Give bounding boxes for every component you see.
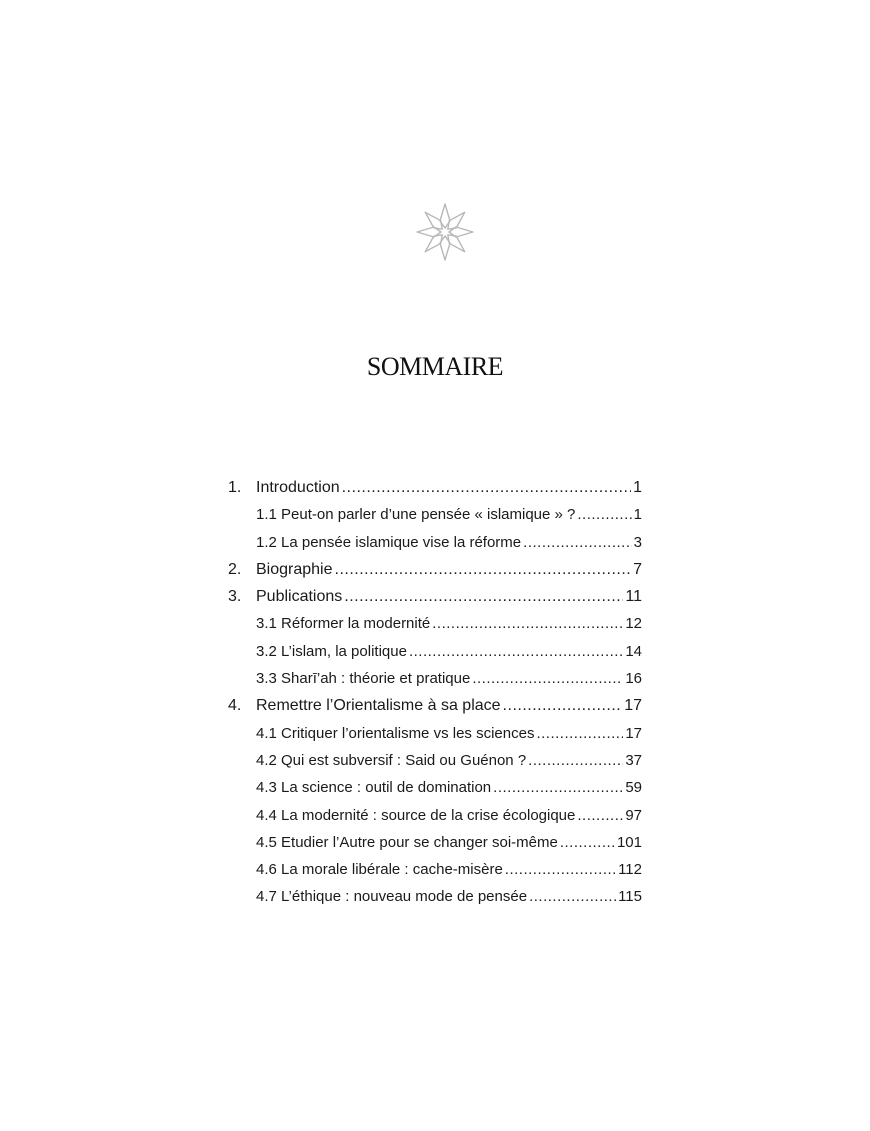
toc-leader-dots: [529, 883, 616, 910]
toc-page-number: 97: [625, 806, 642, 824]
toc-label: 4.2 Qui est subversif : Said ou Guénon ?: [256, 751, 527, 769]
toc-page-number: 37: [625, 751, 642, 769]
toc-page-number: 1: [633, 479, 642, 496]
toc-section: [228, 747, 642, 774]
toc-leader-dots: [344, 583, 623, 610]
toc-page-number: 16: [625, 670, 642, 688]
toc-section: [228, 720, 642, 747]
toc-section: [228, 610, 642, 637]
toc-leader-dots: [505, 856, 616, 883]
toc-page-number: 14: [625, 642, 642, 660]
toc-leader-dots: [528, 747, 623, 774]
toc-label: 3.1 Réformer la modernité: [256, 615, 431, 633]
toc-section: [228, 802, 642, 829]
toc-section: [228, 856, 642, 883]
toc-label: Publications: [256, 588, 343, 606]
toc-label: 3.2 L’islam, la politique: [256, 642, 407, 660]
toc-number: 3.: [228, 588, 242, 606]
toc-page-number: 17: [624, 697, 642, 715]
toc-number: 2.: [228, 560, 242, 578]
toc-label: 4.5 Etudier l’Autre pour se changer soi-même: [256, 833, 558, 851]
toc-page-number: 115: [618, 888, 642, 906]
toc-chapter: [228, 692, 642, 719]
toc-page-number: 101: [616, 833, 642, 851]
toc-section: [228, 883, 642, 910]
toc-number: 4.: [228, 697, 242, 715]
toc-number: 1.: [228, 479, 242, 496]
toc-leader-dots: [536, 720, 623, 747]
flower-ornament-icon: [414, 201, 476, 263]
toc-leader-dots: [409, 638, 623, 665]
toc-page-number: 3: [633, 533, 642, 551]
toc-page-number: 12: [625, 615, 642, 633]
toc-section: [228, 529, 642, 556]
toc-leader-dots: [342, 474, 631, 501]
toc-section: [228, 665, 642, 692]
toc-label: 1.1 Peut-on parler d’une pensée « islamique » ?: [256, 506, 576, 524]
toc-label: 4.7 L’éthique : nouveau mode de pensée: [256, 888, 528, 906]
toc-leader-dots: [472, 665, 623, 692]
toc-page-number: 7: [633, 560, 642, 578]
toc-section: [228, 829, 642, 856]
toc-label: Introduction: [256, 479, 340, 496]
toc-label: 4.6 La morale libérale : cache-misère: [256, 861, 503, 879]
toc-leader-dots: [577, 501, 631, 528]
toc-label: 4.3 La science : outil de domination: [256, 779, 492, 797]
toc-page-number: 112: [618, 861, 642, 879]
toc-section: [228, 638, 642, 665]
toc-chapter: [228, 556, 642, 583]
toc-page-number: 1: [633, 506, 642, 524]
toc-label: 3.3 Sharī’ah : théorie et pratique: [256, 670, 471, 688]
toc-leader-dots: [503, 692, 623, 719]
toc-leader-dots: [523, 529, 632, 556]
toc-chapter: [228, 583, 642, 610]
toc-leader-dots: [577, 802, 623, 829]
toc-page-number: 11: [625, 588, 642, 606]
toc-label: Remettre l’Orientalisme à sa place: [256, 697, 501, 715]
toc-label: 4.4 La modernité : source de la crise écologique: [256, 806, 576, 824]
toc-page-number: 17: [625, 724, 642, 742]
toc-section: [228, 501, 642, 528]
toc-label: 4.1 Critiquer l’orientalisme vs les sciences: [256, 724, 535, 742]
toc-page-number: 59: [625, 779, 642, 797]
toc-chapter: [228, 474, 642, 501]
toc-leader-dots: [493, 774, 623, 801]
page-title: SOMMAIRE: [366, 352, 504, 381]
toc-label: Biographie: [256, 560, 333, 578]
table-of-contents: [228, 474, 642, 911]
toc-section: [228, 774, 642, 801]
toc-leader-dots: [432, 610, 623, 637]
toc-leader-dots: [560, 829, 615, 856]
toc-label: 1.2 La pensée islamique vise la réforme: [256, 533, 522, 551]
toc-leader-dots: [335, 556, 632, 583]
